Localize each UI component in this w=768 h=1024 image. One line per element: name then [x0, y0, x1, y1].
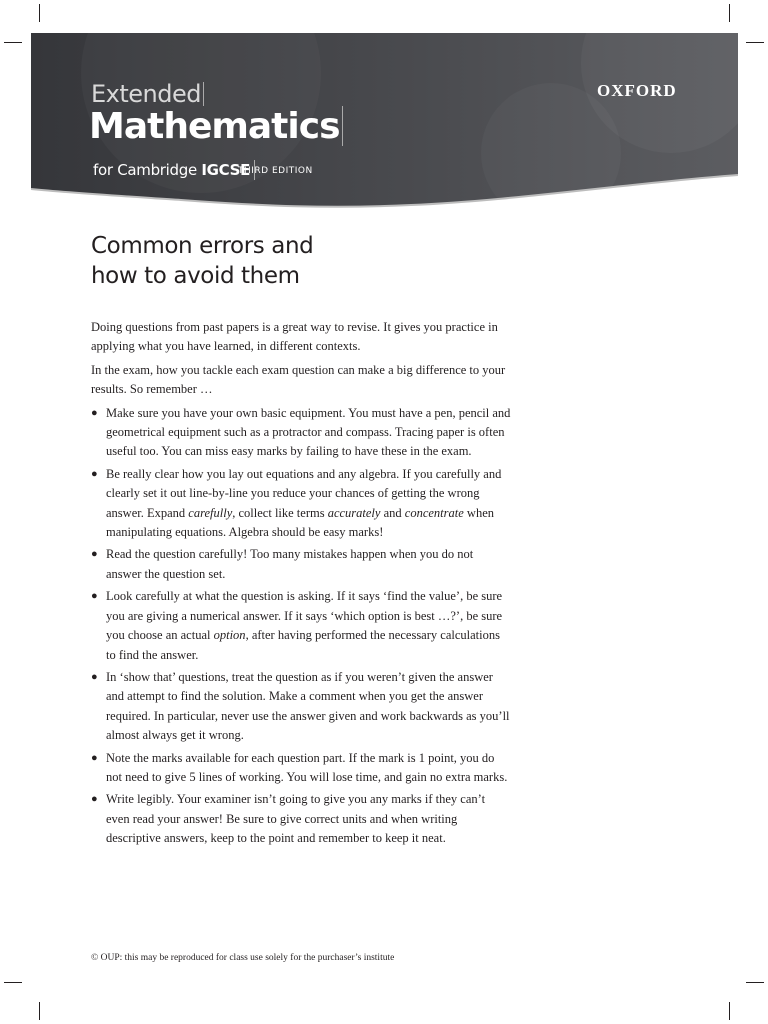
tip-item — [91, 790, 511, 848]
intro-paragraph: In the exam, how you tackle each exam question can make a big difference to your results. So remember … — [91, 362, 506, 397]
tip-item — [91, 749, 511, 788]
crop-mark — [746, 982, 764, 983]
publisher-logo: OXFORD — [597, 81, 677, 100]
bullet-icon: ● — [91, 670, 98, 683]
book-subtitle — [93, 160, 255, 180]
tip-text: , collect like terms — [232, 505, 328, 520]
page-title — [91, 231, 313, 291]
tip-item — [91, 404, 511, 462]
bullet-icon: ● — [91, 548, 98, 561]
book-title-extended: Extended — [91, 80, 204, 108]
tip-text: Write legibly. Your examiner isn’t going to give you any marks if they can’t even read your answer! Be sure to give correct units and when writing descriptive answers, keep to the point and remember to keep it neat. — [106, 792, 486, 846]
bullet-icon: ● — [91, 751, 98, 764]
bullet-icon: ● — [91, 793, 98, 806]
crop-mark — [39, 1002, 40, 1020]
crop-mark — [729, 4, 730, 22]
emphasis-text: concentrate — [404, 505, 464, 520]
tip-text: when manipulating equations. Algebra should be easy marks! — [106, 505, 494, 540]
tip-text: Make sure you have your own basic equipment. You must have a pen, pencil and geometrical equipment such as a protractor and compass. Tracing paper is often useful too. You can miss easy marks by failing to have these in the exam. — [106, 405, 511, 459]
book-title-mathematics: Mathematics — [89, 106, 343, 147]
tip-text: , after having performed the necessary calculations to find the answer. — [106, 628, 500, 662]
tip-item — [91, 587, 511, 665]
emphasis-text: option — [213, 628, 246, 643]
tip-text: In ‘show that’ questions, treat the question as if you weren’t given the answer and attempt to find the solution. Make a comment when you get the answer required. In particular, never use the answer given and work backwards as you’ll almost always get it wrong. — [106, 669, 510, 743]
crop-mark — [4, 982, 22, 983]
edition-label: THIRD EDITION — [238, 166, 313, 176]
tip-item — [91, 668, 511, 746]
tip-text: and — [380, 505, 405, 520]
tip-text: Be really clear how you lay out equations and any algebra. If you carefully and clearly set it out line-by-line you reduce your chances of getting the wrong answer. Expand — [106, 466, 502, 520]
bullet-icon: ● — [91, 590, 98, 603]
bullet-icon: ● — [91, 406, 98, 419]
tips-list — [91, 404, 511, 849]
copyright-footer: © OUP: this may be reproduced for class use solely for the purchaser’s institute — [91, 953, 395, 963]
emphasis-text: carefully — [188, 505, 233, 520]
bullet-icon: ● — [91, 467, 98, 480]
tip-item — [91, 545, 511, 584]
crop-mark — [729, 1002, 730, 1020]
intro-paragraph: Doing questions from past papers is a great way to revise. It gives you practice in applying what you have learned, in different contexts. — [91, 320, 498, 354]
tip-text: Look carefully at what the question is asking. If it says ‘find the value’, be sure you are giving a numerical answer. If it says ‘which option is best …?’, be sure you choose an actual — [106, 589, 503, 643]
article-body — [91, 318, 511, 852]
book-subtitle-igcse: IGCSE — [201, 161, 251, 179]
page-title-line-1: Common errors and — [91, 233, 314, 259]
crop-mark — [4, 42, 22, 43]
tip-item — [91, 465, 511, 543]
crop-mark — [746, 42, 764, 43]
book-subtitle-prefix: for Cambridge — [93, 161, 202, 179]
page-title-line-2: how to avoid them — [91, 263, 300, 289]
tip-text: Note the marks available for each question part. If the mark is 1 point, you do not need to give 5 lines of working. You will lose time, and gain no extra marks. — [106, 750, 508, 784]
tip-text: Read the question carefully! Too many mistakes happen when you do not answer the question set. — [106, 547, 474, 581]
emphasis-text: accurately — [327, 505, 381, 520]
crop-mark — [39, 4, 40, 22]
